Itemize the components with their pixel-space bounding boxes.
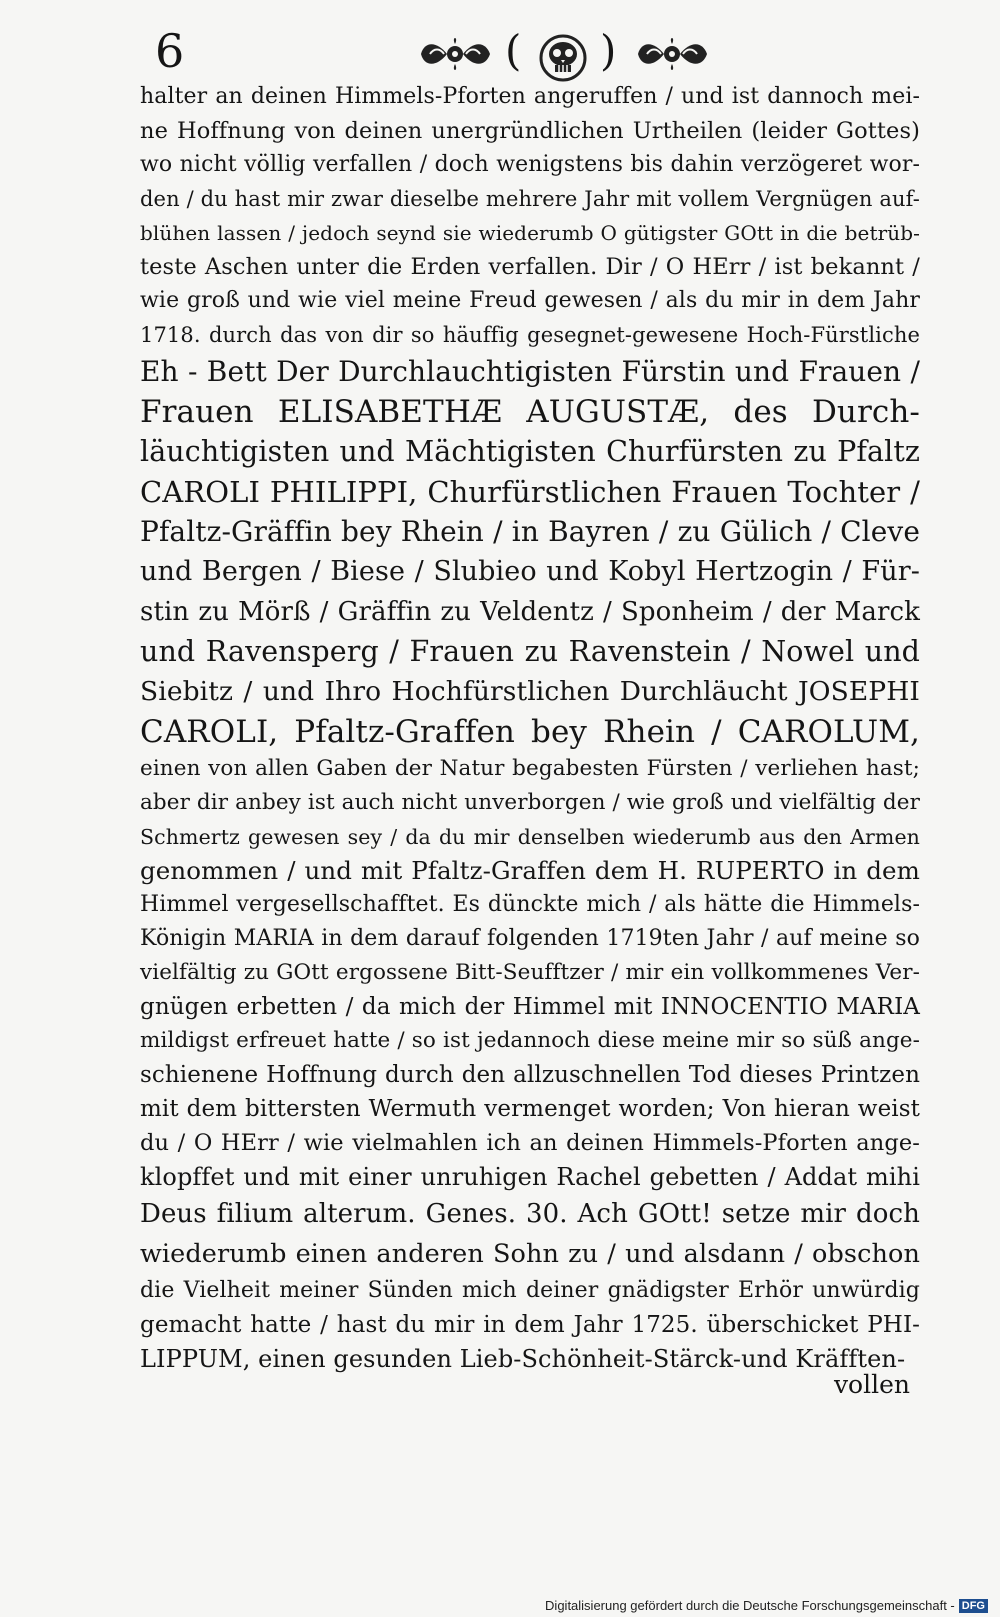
text-line: blühen lassen / jedoch seynd sie wiederumb O gütigster GOtt in die betrüb-	[140, 221, 920, 245]
text-line: läuchtigisten und Mächtigisten Churfürsten zu Pfaltz	[140, 435, 920, 468]
text-line: genommen / und mit Pfaltz-Graffen dem H. RUPERTO in dem	[140, 856, 920, 885]
floral-ornament-left-icon	[418, 32, 493, 80]
text-line: wie groß und wie viel meine Freud gewesen / als du mir in dem Jahr	[140, 288, 920, 313]
digitization-footer	[545, 1598, 988, 1613]
text-line: 1718. durch das von dir so häuffig gesegnet-gewesene Hoch-Fürstliche	[140, 323, 920, 347]
text-line: Schmertz gewesen sey / da du mir denselben wiederumb aus den Armen	[140, 825, 920, 849]
footer-credit-text: Digitalisierung gefördert durch die Deutsche Forschungsgemeinschaft -	[545, 1598, 955, 1613]
text-line: und Bergen / Biese / Slubieo und Kobyl Hertzogin / Für-	[140, 556, 920, 587]
text-line: stin zu Mörß / Gräffin zu Veldentz / Sponheim / der Marck	[140, 597, 920, 627]
text-line: halter an deinen Himmels-Pforten angeruffen / und ist dannoch mei-	[140, 84, 920, 109]
text-line: Frauen ELISABETHÆ AUGUSTÆ, des Durch-	[140, 394, 920, 430]
text-line: Pfaltz-Gräffin bey Rhein / in Bayren / zu Gülich / Cleve	[140, 515, 920, 548]
dfg-logo: DFG	[959, 1599, 988, 1613]
text-line: CAROLI, Pfaltz-Graffen bey Rhein / CAROLUM,	[140, 714, 920, 750]
page-header	[140, 24, 900, 88]
text-line: LIPPUM, einen gesunden Lieb-Schönheit-Stärck-und Kräfften-	[140, 1345, 906, 1373]
floral-ornament-right-icon	[635, 32, 710, 80]
text-line: Himmel vergesellschafftet. Es dünckte mich / als hätte die Himmels-	[140, 892, 920, 917]
text-line: und Ravensperg / Frauen zu Ravenstein / Nowel und	[140, 635, 920, 668]
text-line: du / O HErr / wie vielmahlen ich an deinen Himmels-Pforten ange-	[140, 1130, 920, 1156]
text-line: mildigst erfreuet hatte / so ist jedannoch diese meine mir so süß ange-	[140, 1028, 920, 1053]
text-line: Siebitz / und Ihro Hochfürstlichen Durchläucht JOSEPHI	[140, 676, 920, 707]
text-line: wo nicht völlig verfallen / doch wenigstens bis dahin verzögeret wor-	[140, 152, 920, 177]
text-line: einen von allen Gaben der Natur begabesten Fürsten / verliehen hast;	[140, 756, 920, 781]
page-number: 6	[155, 24, 185, 78]
text-line: Königin MARIA in dem darauf folgenden 1719ten Jahr / auf meine so	[140, 926, 920, 951]
text-line: den / du hast mir zwar dieselbe mehrere Jahr mit vollem Vergnügen auf-	[140, 187, 920, 211]
text-line: mit dem bittersten Wermuth vermenget worden; Von hieran weist	[140, 1096, 920, 1122]
text-line: teste Aschen unter die Erden verfallen. Dir / O HErr / ist bekannt /	[140, 254, 920, 280]
text-line: schienene Hoffnung durch den allzuschnellen Tod dieses Printzen	[140, 1062, 920, 1088]
text-line: gnügen erbetten / da mich der Himmel mit INNOCENTIO MARIA	[140, 994, 920, 1020]
catchword: vollen	[833, 1370, 910, 1399]
text-line: gemacht hatte / hast du mir in dem Jahr 1725. überschicket PHI-	[140, 1312, 920, 1338]
open-parenthesis: (	[505, 26, 522, 75]
text-line: aber dir anbey ist auch nicht unverborgen / wie groß und vielfältig der	[140, 790, 920, 815]
text-line: CAROLI PHILIPPI, Churfürstlichen Frauen Tochter /	[140, 475, 920, 509]
close-parenthesis: )	[600, 26, 617, 75]
text-line: ne Hoffnung von deinen unergründlichen Urtheilen (leider Gottes)	[140, 118, 920, 144]
text-line: vielfältig zu GOtt ergossene Bitt-Seufftzer / mir ein vollkommenes Ver-	[140, 960, 920, 985]
body-text	[140, 80, 920, 1376]
text-line: wiederumb einen anderen Sohn zu / und alsdann / obschon	[140, 1239, 920, 1269]
text-line: Eh - Bett Der Durchlauchtigisten Fürstin und Frauen /	[140, 355, 920, 388]
text-line: klopffet und mit einer unruhigen Rachel gebetten / Addat mihi	[140, 1163, 920, 1191]
text-line: Deus filium alterum. Genes. 30. Ach GOtt! setze mir doch	[140, 1199, 920, 1229]
text-line: die Vielheit meiner Sünden mich deiner gnädigster Erhör unwürdig	[140, 1278, 920, 1303]
